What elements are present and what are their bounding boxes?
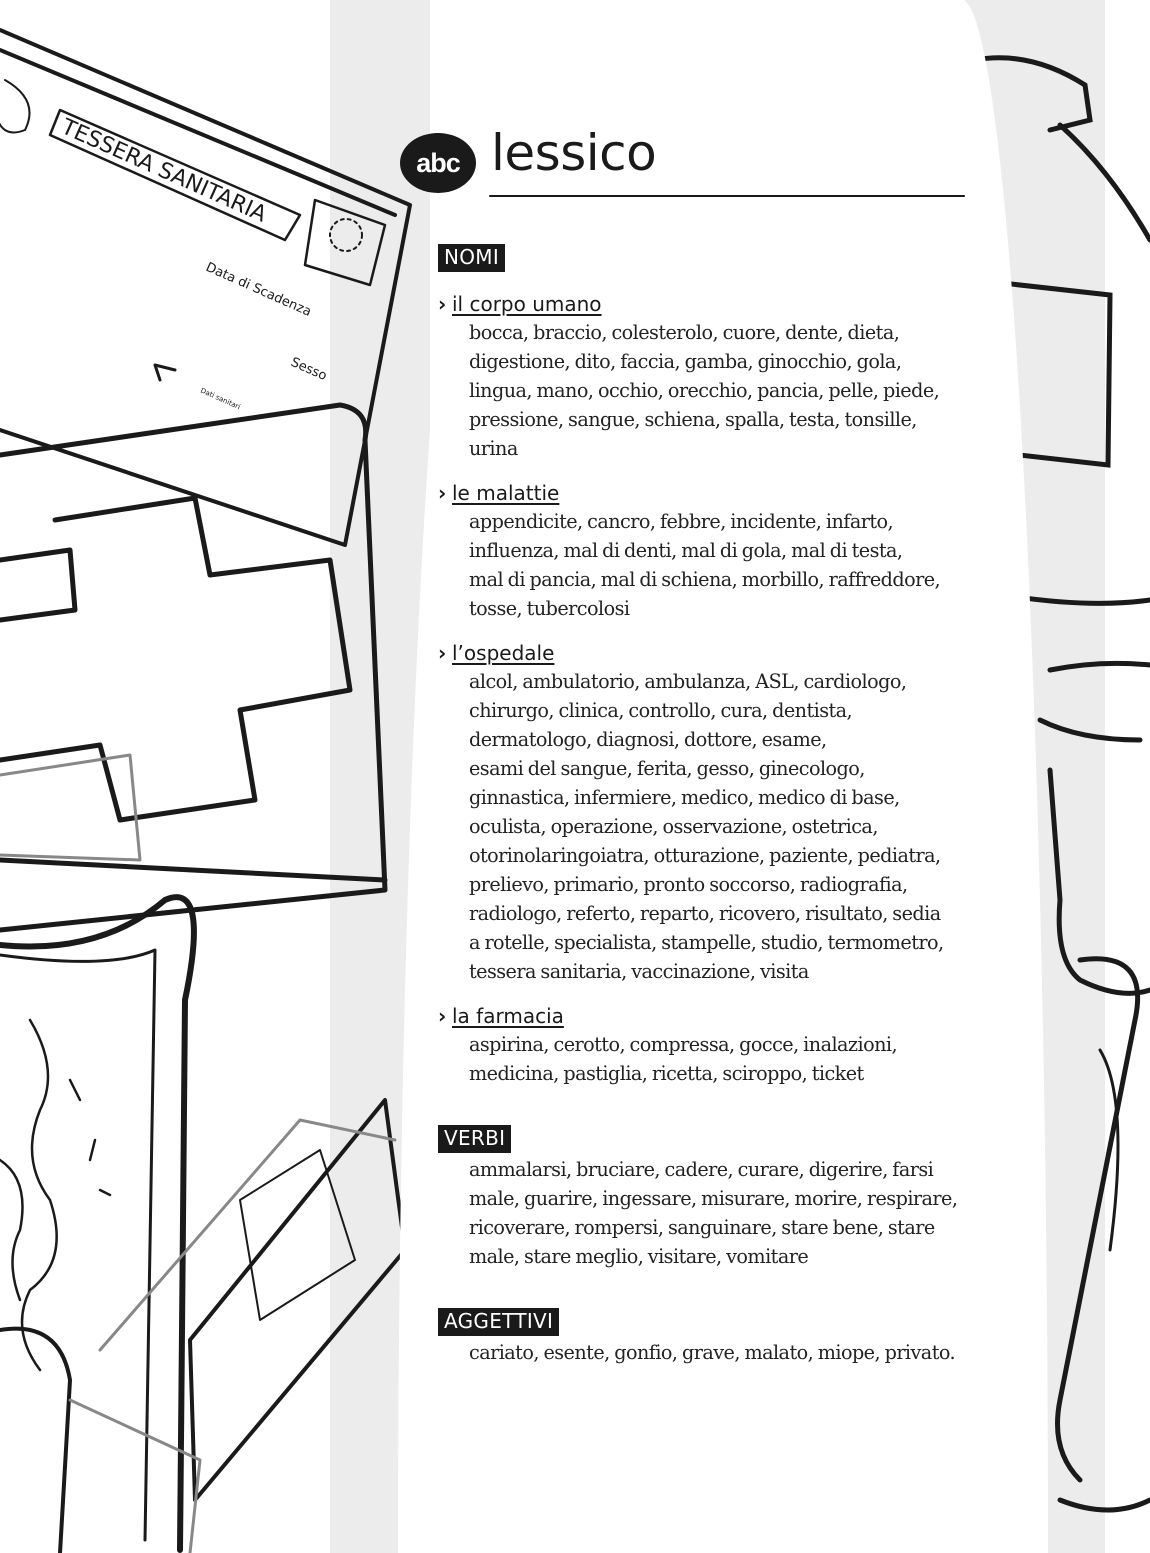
word-line: urina <box>469 437 518 460</box>
word-line: prelievo, primario, pronto soccorso, radiografia, <box>469 873 908 896</box>
word-line: tosse, tubercolosi <box>469 597 630 620</box>
card-sex-text: Sesso <box>288 354 329 385</box>
lessico-header <box>400 124 970 210</box>
word-line: tessera sanitaria, vaccinazione, visita <box>469 960 809 983</box>
word-line: ricoverare, rompersi, sanguinare, stare bene, stare <box>469 1216 935 1239</box>
word-line: mal di pancia, mal di schiena, morbillo, raffreddore, <box>469 568 941 591</box>
word-list-corpo <box>469 318 998 463</box>
title-underline <box>489 195 965 197</box>
word-line: male, guarire, ingessare, misurare, morire, respirare, <box>469 1187 958 1210</box>
chevron-right-icon: › <box>438 292 447 316</box>
word-list-farmacia <box>469 1030 998 1088</box>
word-line: aspirina, cerotto, compressa, gocce, inalazioni, <box>469 1033 898 1056</box>
chevron-right-icon: › <box>438 641 447 665</box>
subcategory-ospedale <box>438 639 998 667</box>
subcategory-malattie <box>438 479 998 507</box>
word-line: radiologo, referto, reparto, ricovero, risultato, sedia <box>469 902 941 925</box>
card-small-text: Dati sanitari <box>199 386 242 412</box>
word-line: pressione, sangue, schiena, spalla, testa, tonsille, <box>469 408 917 431</box>
word-line: otorinolaringoiatra, otturazione, paziente, pediatra, <box>469 844 941 867</box>
word-line: medicina, pastiglia, ricetta, sciroppo, ticket <box>469 1062 864 1085</box>
subcategory-label: le malattie <box>452 481 560 505</box>
word-line: alcol, ambulatorio, ambulanza, ASL, cardiologo, <box>469 670 907 693</box>
category-nomi: NOMI <box>438 244 505 272</box>
word-line: cariato, esente, gonfio, grave, malato, miope, privato. <box>469 1341 956 1364</box>
page-title: lessico <box>491 124 657 182</box>
word-line: bocca, braccio, colesterolo, cuore, dente, dieta, <box>469 321 900 344</box>
word-list-ospedale <box>469 667 998 986</box>
word-line: appendicite, cancro, febbre, incidente, infarto, <box>469 510 894 533</box>
word-line: male, stare meglio, visitare, vomitare <box>469 1245 809 1268</box>
word-line: lingua, mano, occhio, orecchio, pancia, pelle, piede, <box>469 379 940 402</box>
word-line: a rotelle, specialista, stampelle, studio, termometro, <box>469 931 944 954</box>
subcategory-label: l’ospedale <box>452 641 555 665</box>
card-expiry-text: Data di Scadenza <box>203 259 314 320</box>
category-aggettivi: AGGETTIVI <box>438 1308 559 1336</box>
word-list-verbi <box>469 1155 998 1271</box>
word-line: influenza, mal di denti, mal di gola, mal di testa, <box>469 539 903 562</box>
word-list-aggettivi <box>469 1338 998 1367</box>
chevron-right-icon: › <box>438 481 447 505</box>
word-list-malattie <box>469 507 998 623</box>
word-line: esami del sangue, ferita, gesso, ginecologo, <box>469 757 865 780</box>
abc-badge-icon <box>400 133 476 193</box>
subcategory-farmacia <box>438 1002 998 1030</box>
subcategory-label: il corpo umano <box>452 292 602 316</box>
subcategory-label: la farmacia <box>452 1004 564 1028</box>
vocabulary-content <box>438 244 998 1367</box>
word-line: digestione, dito, faccia, gamba, ginocchio, gola, <box>469 350 902 373</box>
word-line: oculista, operazione, osservazione, ostetrica, <box>469 815 878 838</box>
card-title-text: TESSERA SANITARIA <box>57 114 271 228</box>
abc-badge-text: abc <box>416 147 460 178</box>
word-line: ammalarsi, bruciare, cadere, curare, digerire, farsi <box>469 1158 934 1181</box>
category-verbi: VERBI <box>438 1125 511 1153</box>
subcategory-corpo-umano <box>438 290 998 318</box>
word-line: chirurgo, clinica, controllo, cura, dentista, <box>469 699 853 722</box>
word-line: dermatologo, diagnosi, dottore, esame, <box>469 728 827 751</box>
word-line: ginnastica, infermiere, medico, medico di base, <box>469 786 900 809</box>
chevron-right-icon: › <box>438 1004 447 1028</box>
